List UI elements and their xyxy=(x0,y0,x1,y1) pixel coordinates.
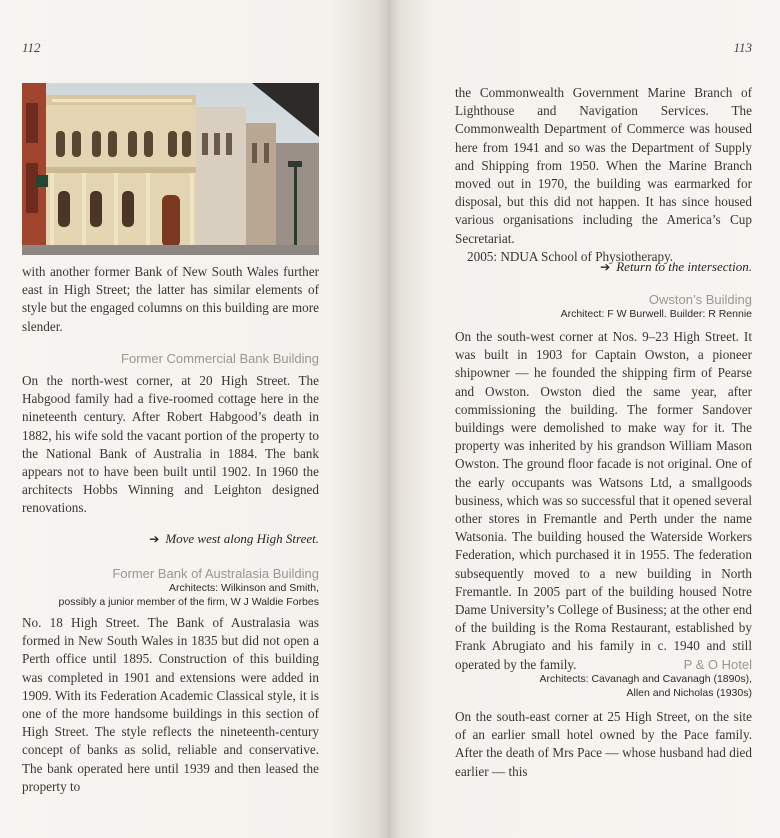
arrow-right-icon: ➔ xyxy=(149,532,160,546)
building-photo xyxy=(22,83,319,255)
year-2005-paragraph: 2005: NDUA School of Physiotherapy. xyxy=(467,248,674,264)
owstons-paragraph: On the south-west corner at Nos. 9–23 High Street. It was built in 1903 for Captain Owston, a pioneer shipowner — he founded the shipping firm of Pearse and Owston. Owston died the same year, after commissioning the building. The former Sandover buildings were demolished to make way for it. The property was inherited by his grandson William Mason Owston. The ground floor facade is not original. One of the early occupants was Watsons Ltd, a smallgoods business, which was so successful that it opened several other stores in Fremantle and Perth under the name Watsonia. The building housed the Waterside Workers Federation, which purchased it in 1955. The federation subsequently moved to a new building in North Fremantle. In 2005 part of the building housed Notre Dame University’s College of Business; at the other end of the building is the Roma Restaurant, established by Frank Abrugiato and his family in c. 1940 and still operated by the family. xyxy=(455,329,752,672)
po-hotel-credit-line1: Architects: Cavanagh and Cavanagh (1890s), xyxy=(539,673,752,685)
direction-move-west xyxy=(22,531,319,547)
commercial-bank-paragraph: On the north-west corner, at 20 High Street. The Habgood family had a five-roomed cottage here in the nineteenth century. After Robert Habgood’s death in 1882, his wife sold the vacant portion of the property to the National Bank of Australia in 1884. The bank appears not to have been built until 1902. In 1960 the architects Hobbs Winning and Leighton designed renovations. xyxy=(22,373,319,516)
arrow-right-icon: ➔ xyxy=(600,260,611,274)
architect-credit-line2: possibly a junior member of the firm, W J Waldie Forbes xyxy=(58,596,319,608)
continued-paragraph: the Commonwealth Government Marine Branch of Lighthouse and Navigation Services. The Commonwealth Department of Commerce was housed here from 1941 and so was the Department of Supply and Shipping from 1950. When the Marine Branch moved out in 1970, the building was earmarked for disposal, but this did not happen. It has since housed various organisations including the America’s Cup Secretariat. xyxy=(455,85,752,246)
direction-text: Move west along High Street. xyxy=(165,531,319,546)
direction-text: Return to the intersection. xyxy=(616,259,752,274)
australasia-bank-paragraph: No. 18 High Street. The Bank of Australasia was formed in New South Wales in 1835 but did not open a Perth office until 1895. Construction of this building was completed in 1901 and extensions were added in 1909. With its Federation Academic Classical style, it is one of the more handsome buildings in this section of High Street. The style reflects the nineteenth-century concept of banks as solid, reliable and conservative. The bank operated here until 1939 and then leased the property to xyxy=(22,615,319,794)
page-number-left: 112 xyxy=(22,40,41,55)
left-page xyxy=(0,0,388,838)
section-heading-po-hotel: P & O Hotel xyxy=(683,657,752,672)
page-number-right: 113 xyxy=(733,40,752,55)
po-hotel-credit-line2: Allen and Nicholas (1930s) xyxy=(626,687,752,699)
section-heading-australasia-bank: Former Bank of Australasia Building xyxy=(112,566,319,581)
direction-return xyxy=(455,259,752,275)
section-heading-owstons-building: Owston’s Building xyxy=(648,292,752,307)
architect-credit-line1: Architects: Wilkinson and Smith, xyxy=(169,582,319,594)
section-heading-commercial-bank: Former Commercial Bank Building xyxy=(121,351,319,366)
owstons-credit: Architect: F W Burwell. Builder: R Rennie xyxy=(560,308,752,320)
intro-paragraph: with another former Bank of New South Wales further east in High Street; the latter has similar elements of style but the engaged columns on this building are more slender. xyxy=(22,264,319,334)
po-hotel-paragraph: On the south-east corner at 25 High Street, on the site of an earlier small hotel owned by the Pace family. After the death of Mrs Pace — whose husband had died earlier — this xyxy=(455,709,752,779)
